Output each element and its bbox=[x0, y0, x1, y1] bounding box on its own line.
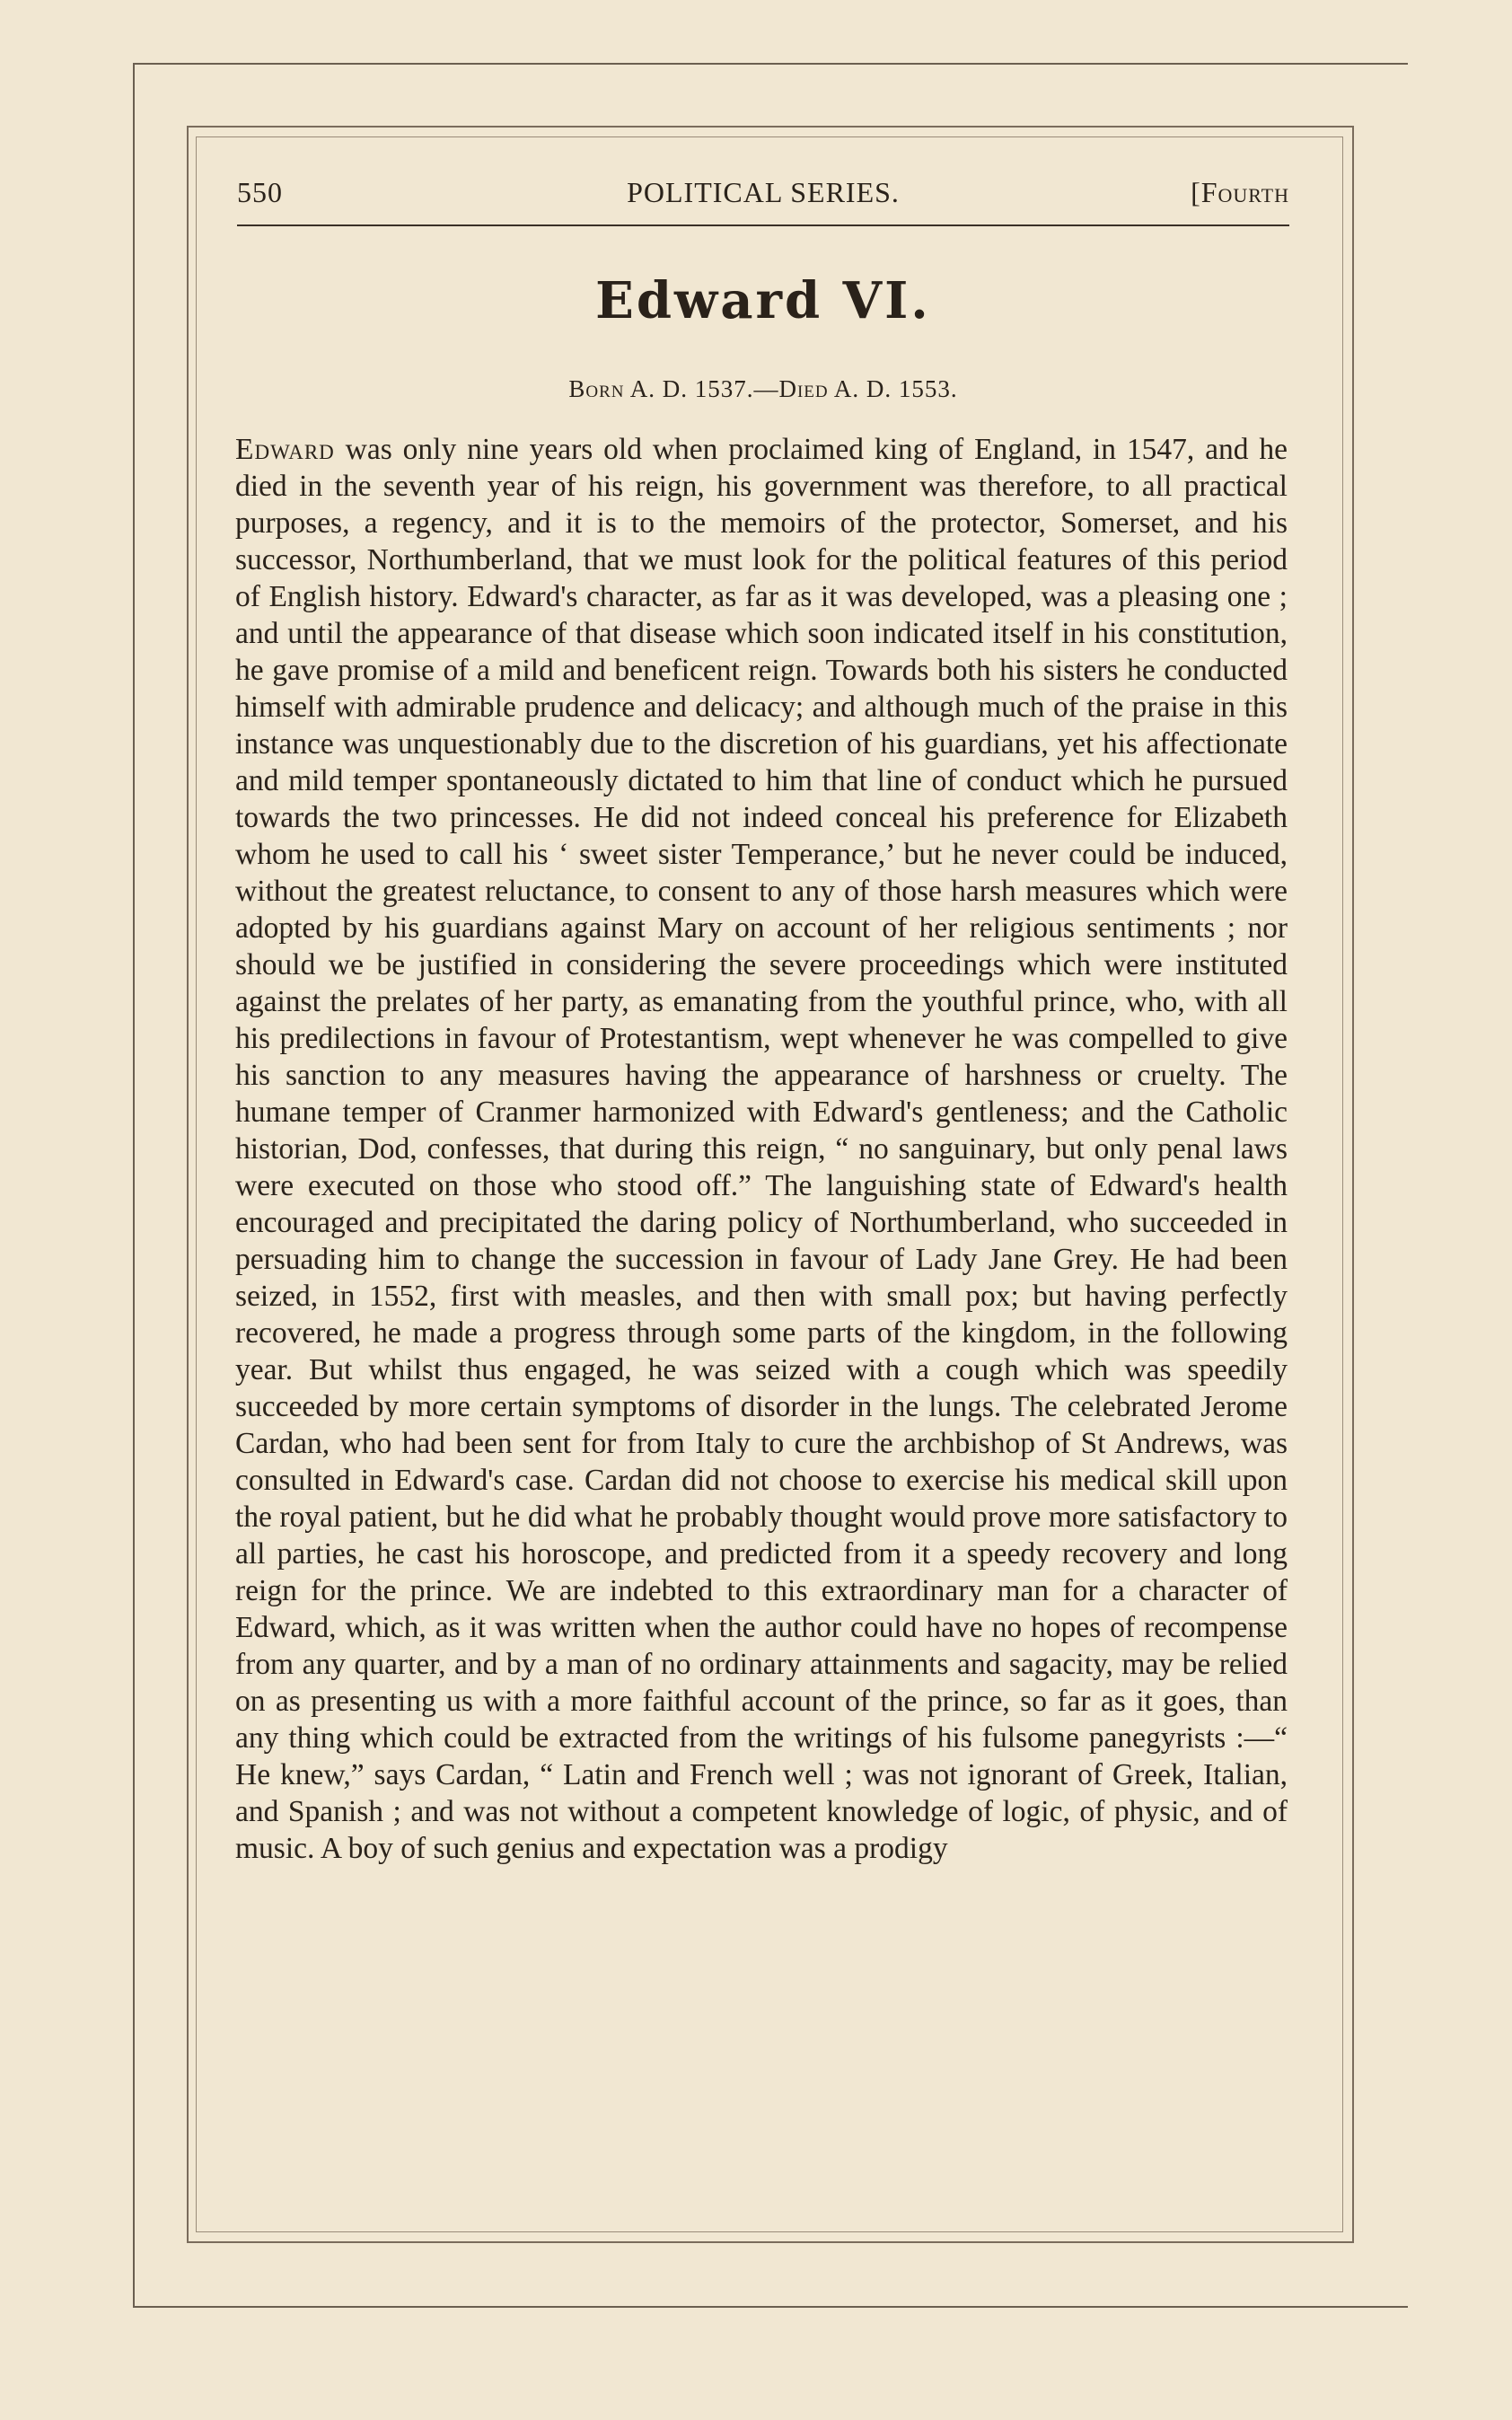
body-paragraph bbox=[235, 431, 1288, 1867]
series-title: POLITICAL SERIES. bbox=[627, 176, 900, 208]
article-subtitle: Born A. D. 1537.—Died A. D. 1553. bbox=[568, 375, 958, 402]
page-number: 550 bbox=[237, 176, 283, 208]
part-label: [Fourth bbox=[1191, 176, 1289, 208]
running-head bbox=[237, 176, 1289, 221]
lead-word: Edward bbox=[235, 433, 335, 466]
header-rule bbox=[237, 224, 1289, 226]
article-title: Edward VI. bbox=[595, 271, 931, 330]
body-text: was only nine years old when proclaimed king of England, in 1547, and he died in the seventh year of his reign, his government was therefore, to all practical purposes, a regency, and it is to the memoirs of the protector, Somerset, and his successor, Northumberland, that we must look for the political features of this period of English history. Edward's character, as far as it was developed, was a pleasing one ; and until the appearance of that disease which soon indicated itself in his constitution, he gave promise of a mild and beneficent reign. Towards both his sisters he conducted himself with admirable prudence and delicacy; and although much of the praise in this instance was unquestionably due to the discretion of his guardians, yet his affectionate and mild temper spontaneously dictated to him that line of conduct which he pursued towards the two princesses. He did not indeed conceal his preference for Elizabeth whom he used to call his ‘ sweet sister Temperance,’ but he never could be induced, without the greatest reluctance, to consent to any of those harsh measures which were adopted by his guardians against Mary on account of her religious sentiments ; nor should we be justified in considering the severe proceedings which were instituted against the prelates of her party, as emanating from the youthful prince, who, with all his predilections in favour of Protestantism, wept whenever he was compelled to give his sanction to any measures having the appearance of harshness or cruelty. The humane temper of Cranmer harmonized with Edward's gentleness; and the Catholic historian, Dod, confesses, that during this reign, “ no sanguinary, but only penal laws were executed on those who stood off.” The languishing state of Edward's health encouraged and precipitated the daring policy of Northumberland, who succeeded in persuading him to change the succession in favour of Lady Jane Grey. He had been seized, in 1552, first with measles, and then with small pox; but having perfectly recovered, he made a progress through some parts of the kingdom, in the following year. But whilst thus engaged, he was seized with a cough which was speedily succeeded by more certain symptoms of disorder in the lungs. The celebrated Jerome Cardan, who had been sent for from Italy to cure the archbishop of St Andrews, was consulted in Edward's case. Cardan did not choose to exercise his medical skill upon the royal patient, but he did what he probably thought would prove more satisfactory to all parties, he cast his horoscope, and predicted from it a speedy recovery and long reign for the prince. We are indebted to this extraordinary man for a character of Edward, which, as it was written when the author could have no hopes of recompense from any quarter, and by a man of no ordinary attainments and sagacity, may be relied on as presenting us with a more faithful account of the prince, so far as it goes, than any thing which could be extracted from the writings of his fulsome panegyrists :—“ He knew,” says Cardan, “ Latin and French well ; was not ignorant of Greek, Italian, and Spanish ; and was not without a competent knowledge of logic, of physic, and of music. A boy of such genius and expectation was a prodigy bbox=[235, 433, 1288, 1865]
